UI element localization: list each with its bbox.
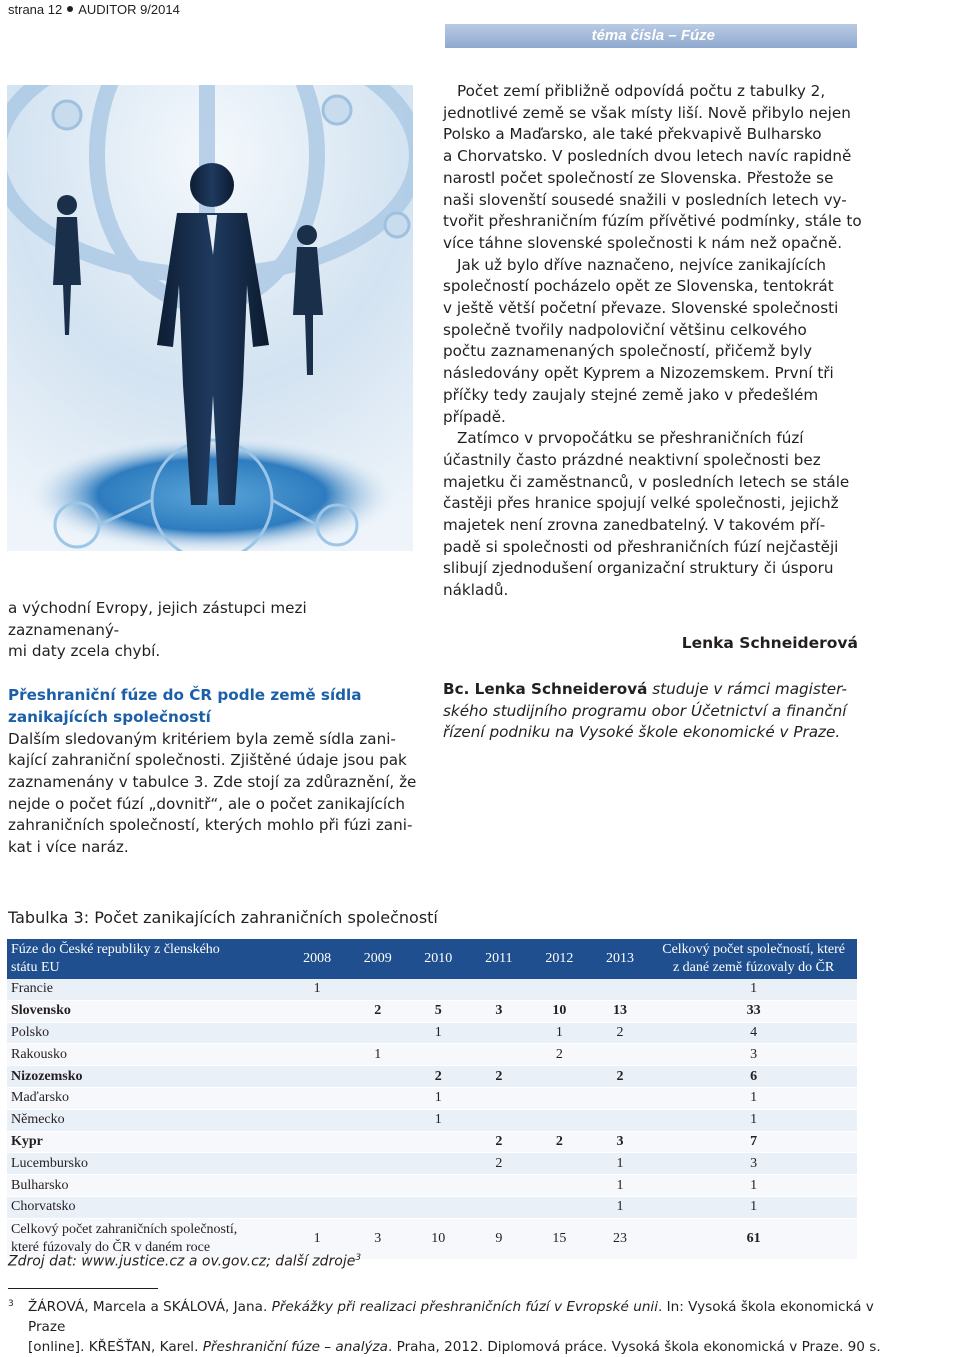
table-row bbox=[7, 1109, 857, 1131]
footnote-part: . Praha, 2012. Diplomová práce. Vysoká škola ekonomická v Praze. 90 s. bbox=[387, 1339, 881, 1355]
country-cell: Německo bbox=[7, 1109, 287, 1131]
author-bio bbox=[443, 679, 863, 744]
country-cell: Polsko bbox=[7, 1022, 287, 1044]
table-row bbox=[7, 979, 857, 1000]
year-value-cell bbox=[529, 1153, 590, 1175]
year-value-cell bbox=[287, 1066, 348, 1088]
total-cell: 3 bbox=[650, 1044, 857, 1066]
year-value-cell bbox=[529, 1196, 590, 1218]
column-header-year: 2011 bbox=[469, 939, 530, 979]
year-value-cell bbox=[469, 1044, 530, 1066]
text-line: a Chorvatsko. V posledních dvou letech navíc rapidně bbox=[443, 147, 852, 166]
table-row bbox=[7, 1066, 857, 1088]
year-value-cell bbox=[347, 1087, 408, 1109]
year-value-cell bbox=[529, 1087, 590, 1109]
year-value-cell bbox=[408, 1044, 469, 1066]
total-cell: 6 bbox=[650, 1066, 857, 1088]
table-row bbox=[7, 1022, 857, 1044]
year-value-cell: 2 bbox=[469, 1131, 530, 1153]
column-header-year: 2010 bbox=[408, 939, 469, 979]
year-value-cell bbox=[347, 1066, 408, 1088]
source-text: Zdroj dat: www.justice.cz a ov.gov.cz; další zdroje bbox=[8, 1253, 356, 1270]
page-header bbox=[8, 2, 180, 17]
year-value-cell: 2 bbox=[590, 1066, 651, 1088]
year-value-cell: 1 bbox=[590, 1196, 651, 1218]
text-line: a východní Evropy, jejich zástupci mezi zaznamenaný- bbox=[8, 599, 307, 639]
text-line: slibují zjednodušení organizační struktury či úsporu bbox=[443, 559, 834, 578]
table-row bbox=[7, 1044, 857, 1066]
year-value-cell: 2 bbox=[469, 1066, 530, 1088]
year-value-cell bbox=[529, 1109, 590, 1131]
country-cell: Nizozemsko bbox=[7, 1066, 287, 1088]
column-header-year: 2013 bbox=[590, 939, 651, 979]
year-total-cell: 9 bbox=[469, 1218, 530, 1259]
year-value-cell bbox=[408, 1196, 469, 1218]
year-value-cell bbox=[590, 979, 651, 1000]
text-line: majetek není zrovna zanedbatelný. V takovém pří- bbox=[443, 516, 826, 535]
year-total-cell: 23 bbox=[590, 1218, 651, 1259]
text-line: jednotlivé země se však místy liší. Nově přibylo nejen bbox=[443, 103, 851, 122]
total-cell: 1 bbox=[650, 1109, 857, 1131]
paragraph bbox=[443, 428, 863, 602]
text-line: mi daty zcela chybí. bbox=[8, 642, 161, 661]
country-cell: Kypr bbox=[7, 1131, 287, 1153]
column-header-country bbox=[7, 939, 287, 979]
table-row bbox=[7, 1175, 857, 1197]
bio-text: řízení podniku na Vysoké škole ekonomické v Praze. bbox=[443, 723, 841, 742]
text-line: tvořit přeshraničním fúzím přívětivé podmínky, stále to bbox=[443, 212, 862, 231]
year-value-cell bbox=[529, 1066, 590, 1088]
year-value-cell: 1 bbox=[408, 1022, 469, 1044]
year-value-cell bbox=[347, 979, 408, 1000]
total-cell: 1 bbox=[650, 1087, 857, 1109]
year-total-cell: 15 bbox=[529, 1218, 590, 1259]
text-line: společností pocházelo opět ze Slovenska, tentokrát bbox=[443, 277, 834, 296]
right-column bbox=[443, 81, 863, 602]
paragraph bbox=[443, 81, 863, 255]
text-line: naši slovenští sousedé snažili v posledních letech vy- bbox=[443, 190, 847, 209]
column-header-year: 2009 bbox=[347, 939, 408, 979]
year-value-cell: 1 bbox=[287, 979, 348, 1000]
text-line: nákladů. bbox=[443, 581, 509, 600]
text-line: Dalším sledovaným kritériem byla země sídla zani- bbox=[8, 729, 396, 748]
header-text: státu EU bbox=[11, 960, 60, 975]
year-value-cell bbox=[347, 1175, 408, 1197]
year-value-cell: 1 bbox=[408, 1109, 469, 1131]
footnote-title: Přeshraniční fúze – analýza bbox=[202, 1339, 388, 1355]
journal-issue: AUDITOR 9/2014 bbox=[78, 2, 180, 17]
year-value-cell: 1 bbox=[408, 1087, 469, 1109]
total-cell: 1 bbox=[650, 1175, 857, 1197]
paragraph-end bbox=[8, 598, 418, 663]
year-value-cell bbox=[590, 1087, 651, 1109]
bullet-icon bbox=[67, 6, 73, 12]
table-row bbox=[7, 1153, 857, 1175]
year-value-cell bbox=[347, 1022, 408, 1044]
year-value-cell: 2 bbox=[469, 1153, 530, 1175]
total-cell: 1 bbox=[650, 1196, 857, 1218]
year-value-cell: 1 bbox=[590, 1175, 651, 1197]
country-cell: Slovensko bbox=[7, 1000, 287, 1022]
total-cell: 3 bbox=[650, 1153, 857, 1175]
year-value-cell: 13 bbox=[590, 1000, 651, 1022]
footnote-ref: 3 bbox=[355, 1253, 362, 1263]
year-value-cell bbox=[287, 1109, 348, 1131]
text-line: Jak už bylo dříve naznačeno, nejvíce zanikajících bbox=[457, 255, 827, 274]
year-value-cell bbox=[529, 1175, 590, 1197]
year-value-cell bbox=[287, 1153, 348, 1175]
text-line: Zatímco v prvopočátku se přeshraničních fúzí bbox=[457, 429, 804, 448]
total-cell: 1 bbox=[650, 979, 857, 1000]
year-value-cell: 2 bbox=[408, 1066, 469, 1088]
year-value-cell: 2 bbox=[347, 1000, 408, 1022]
year-value-cell bbox=[469, 1196, 530, 1218]
year-value-cell bbox=[469, 1175, 530, 1197]
year-value-cell bbox=[408, 1131, 469, 1153]
text-line: kající zahraniční společnosti. Zjištěné údaje jsou pak bbox=[8, 751, 407, 770]
table-row bbox=[7, 1000, 857, 1022]
bio-text: studuje v rámci magister- bbox=[647, 680, 847, 698]
text-line: Počet zemí přibližně odpovídá počtu z tabulky 2, bbox=[457, 82, 826, 100]
text-line: častěji přes hranice spojují velké společnosti, jejichž bbox=[443, 494, 839, 513]
bio-text: ského studijního programu obor Účetnictví a finanční bbox=[443, 701, 847, 720]
text-line: nejde o počet fúzí „dovnitř“, ale o počet zanikajících bbox=[8, 794, 406, 813]
year-value-cell bbox=[469, 1109, 530, 1131]
country-cell: Maďarsko bbox=[7, 1087, 287, 1109]
table-caption: Tabulka 3: Počet zanikajících zahraničních společností bbox=[8, 908, 438, 927]
column-header-year: 2012 bbox=[529, 939, 590, 979]
year-value-cell bbox=[347, 1109, 408, 1131]
text-line: Polsko a Maďarsko, ale také překvapivě Bulharsko bbox=[443, 125, 822, 144]
year-value-cell: 2 bbox=[529, 1131, 590, 1153]
footnote-divider bbox=[8, 1288, 158, 1289]
text-line: narostl počet společností ze Slovenska. Přestože se bbox=[443, 168, 834, 187]
footnote-part: [online]. KŘEŠŤAN, Karel. bbox=[28, 1339, 203, 1355]
column-header-year: 2008 bbox=[287, 939, 348, 979]
year-value-cell: 3 bbox=[469, 1000, 530, 1022]
year-value-cell bbox=[287, 1175, 348, 1197]
year-value-cell bbox=[287, 1022, 348, 1044]
year-value-cell bbox=[347, 1196, 408, 1218]
footnote-part: . In: Vysoká škola ekonomická v Praze bbox=[28, 1299, 874, 1335]
grand-total-cell: 61 bbox=[650, 1218, 857, 1259]
year-value-cell: 5 bbox=[408, 1000, 469, 1022]
table-row bbox=[7, 1131, 857, 1153]
author-signature: Lenka Schneiderová bbox=[681, 634, 858, 652]
year-value-cell bbox=[347, 1153, 408, 1175]
text-line: padě si společnosti od přeshraničních fúzí nejčastěji bbox=[443, 537, 839, 556]
table-row bbox=[7, 1087, 857, 1109]
section-band bbox=[445, 24, 857, 48]
section-heading bbox=[8, 685, 418, 728]
country-cell: Francie bbox=[7, 979, 287, 1000]
year-value-cell: 1 bbox=[590, 1153, 651, 1175]
year-value-cell bbox=[287, 1000, 348, 1022]
table-source bbox=[8, 1253, 361, 1270]
year-value-cell: 3 bbox=[590, 1131, 651, 1153]
text-line: příčky tedy zaujaly stejné země jako v předešlém bbox=[443, 385, 819, 404]
text-line: kat i více naráz. bbox=[8, 838, 129, 857]
footnote-part: ŽÁROVÁ, Marcela a SKÁLOVÁ, Jana. bbox=[28, 1299, 272, 1315]
total-label-line: které fúzovaly do ČR v daném roce bbox=[11, 1239, 211, 1255]
year-value-cell bbox=[469, 1022, 530, 1044]
year-value-cell bbox=[590, 1044, 651, 1066]
year-value-cell: 2 bbox=[590, 1022, 651, 1044]
year-value-cell bbox=[347, 1131, 408, 1153]
year-value-cell: 2 bbox=[529, 1044, 590, 1066]
text-line: zahraničních společností, kterých mohlo při fúzi zani- bbox=[8, 816, 413, 835]
text-line: účastnily často prázdné neaktivní společnosti bez bbox=[443, 450, 821, 469]
year-value-cell: 1 bbox=[529, 1022, 590, 1044]
year-value-cell bbox=[469, 979, 530, 1000]
year-total-cell: 10 bbox=[408, 1218, 469, 1259]
year-value-cell bbox=[469, 1087, 530, 1109]
heading-line: Přeshraniční fúze do ČR podle země sídla bbox=[8, 686, 362, 705]
total-cell: 7 bbox=[650, 1131, 857, 1153]
text-line: následovány opět Kyprem a Nizozemskem. První tři bbox=[443, 364, 834, 383]
country-cell: Chorvatsko bbox=[7, 1196, 287, 1218]
paragraph bbox=[8, 729, 418, 859]
year-value-cell: 1 bbox=[347, 1044, 408, 1066]
page-number: strana 12 bbox=[8, 2, 63, 17]
country-cell: Bulharsko bbox=[7, 1175, 287, 1197]
year-total-cell: 1 bbox=[287, 1218, 348, 1259]
table-header-row bbox=[7, 939, 857, 979]
business-people-photo bbox=[7, 85, 413, 551]
year-value-cell bbox=[408, 1153, 469, 1175]
year-value-cell bbox=[287, 1196, 348, 1218]
year-total-cell: 3 bbox=[347, 1218, 408, 1259]
country-cell: Rakousko bbox=[7, 1044, 287, 1066]
country-cell: Lucembursko bbox=[7, 1153, 287, 1175]
text-line: počtu zaznamenaných společností, přičemž byly bbox=[443, 342, 813, 361]
bio-name: Bc. Lenka Schneiderová bbox=[443, 680, 648, 698]
total-label-line: Celkový počet zahraničních společností, bbox=[11, 1221, 238, 1237]
header-text: z dané země fúzovaly do ČR bbox=[672, 960, 835, 975]
text-line: případě. bbox=[443, 407, 506, 426]
year-value-cell bbox=[590, 1109, 651, 1131]
footnote-title: Překážky při realizaci přeshraničních fúzí v Evropské unii bbox=[271, 1299, 658, 1315]
total-cell: 33 bbox=[650, 1000, 857, 1022]
table-row bbox=[7, 1196, 857, 1218]
total-cell: 4 bbox=[650, 1022, 857, 1044]
header-text: Fúze do České republiky z členského bbox=[11, 942, 220, 957]
footnote-number: 3 bbox=[8, 1299, 14, 1309]
year-value-cell bbox=[287, 1044, 348, 1066]
text-line: společně tvořily nadpoloviční většinu celkového bbox=[443, 320, 807, 339]
year-value-cell: 10 bbox=[529, 1000, 590, 1022]
header-text: Celkový počet společností, které bbox=[662, 942, 845, 957]
heading-line: zanikajících společností bbox=[8, 707, 211, 726]
data-table bbox=[7, 939, 857, 1260]
year-value-cell bbox=[408, 979, 469, 1000]
year-value-cell bbox=[287, 1087, 348, 1109]
paragraph bbox=[443, 255, 863, 429]
section-title: téma čísla – Fúze bbox=[591, 27, 715, 44]
year-value-cell bbox=[408, 1175, 469, 1197]
left-column bbox=[8, 598, 418, 859]
column-header-total bbox=[650, 939, 857, 979]
footnote-text bbox=[28, 1297, 908, 1357]
text-line: v ještě větší početní převaze. Slovenské společnosti bbox=[443, 299, 839, 318]
text-line: zaznamenány v tabulce 3. Zde stojí za zdůraznění, že bbox=[8, 772, 417, 791]
text-line: majetku či zaměstnanců, v posledních letech se stále bbox=[443, 472, 850, 491]
text-line: více táhne slovenské společnosti k nám než opačně. bbox=[443, 233, 843, 252]
year-value-cell bbox=[529, 979, 590, 1000]
year-value-cell bbox=[287, 1131, 348, 1153]
